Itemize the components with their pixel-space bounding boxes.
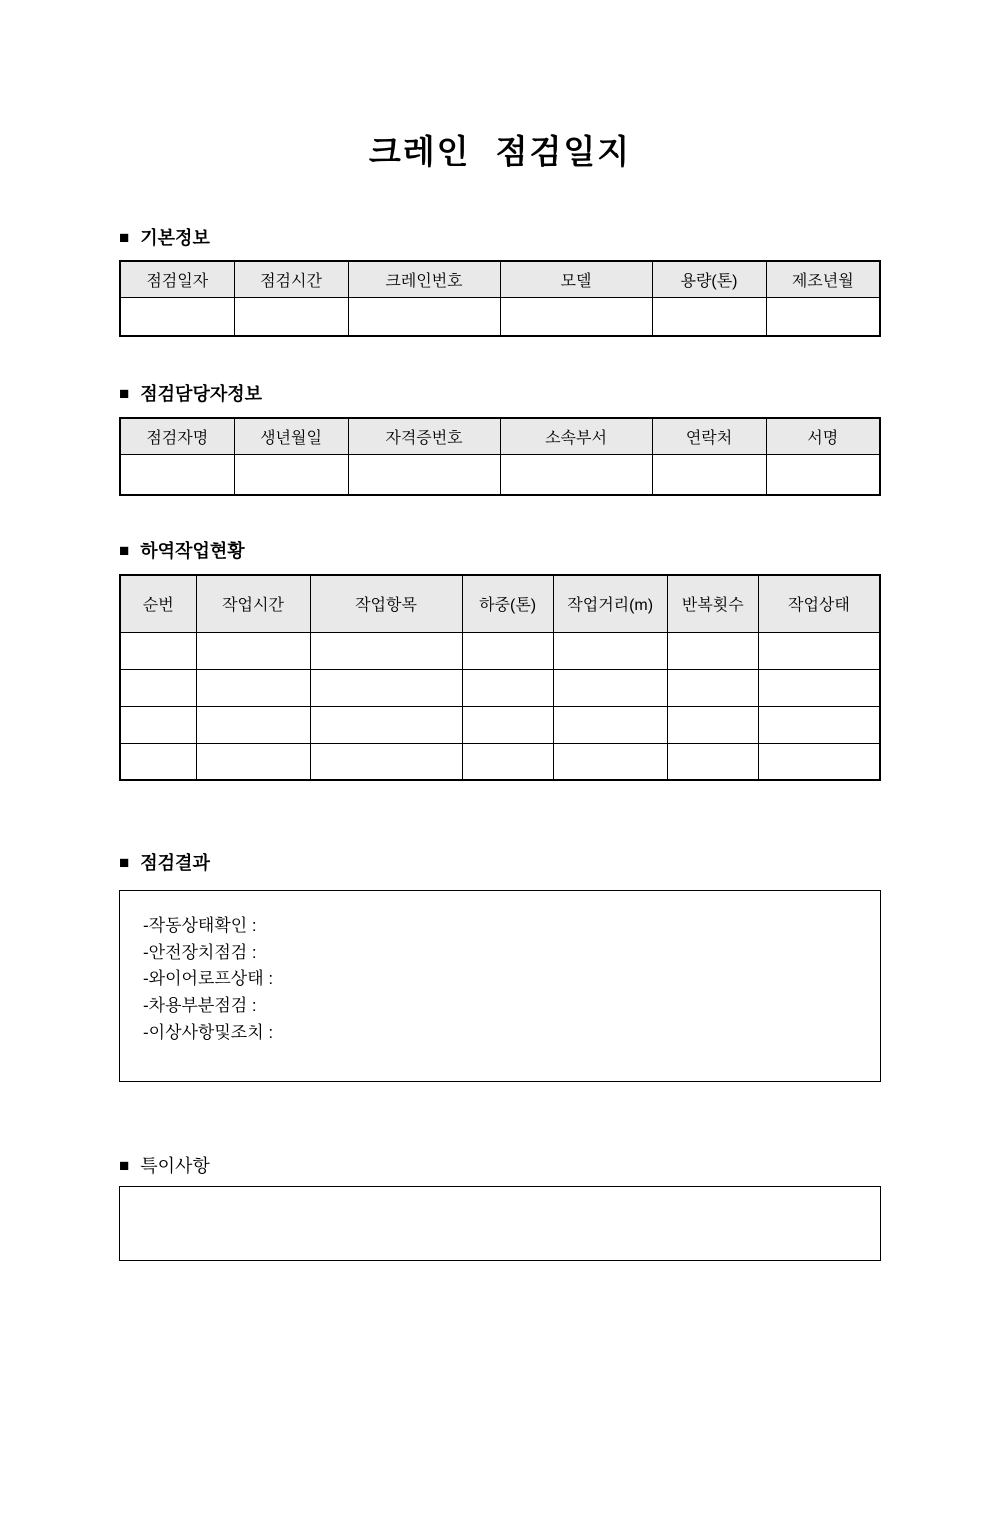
result-line-abnormality-action: -이상사항및조치 : <box>143 1022 274 1042</box>
result-line-safety-device-check: -안전장치점검 : <box>143 942 257 962</box>
table-row <box>120 743 880 780</box>
section-label-work-status: 하역작업현황 <box>140 541 245 561</box>
result-line-parts-check: -차용부분점검 : <box>143 996 257 1016</box>
empty-cell <box>553 743 667 780</box>
empty-cell <box>348 297 500 336</box>
section-header-inspection-result <box>119 853 881 873</box>
result-line-wire-rope-state: -와이어로프상태 : <box>143 969 274 989</box>
empty-cell <box>462 706 553 743</box>
empty-cell <box>120 632 196 669</box>
empty-cell <box>758 706 880 743</box>
empty-cell <box>196 632 310 669</box>
header-cell-inspector-name: 점검자명 <box>120 418 234 454</box>
empty-cell <box>310 632 462 669</box>
empty-cell <box>234 454 348 495</box>
inspection-result-box <box>119 890 881 1082</box>
special-notes-box <box>119 1186 881 1261</box>
header-cell-crane-number: 크레인번호 <box>348 261 500 297</box>
empty-cell <box>196 669 310 706</box>
empty-cell <box>120 454 234 495</box>
section-header-inspector-info <box>119 384 881 404</box>
header-cell-birth-date: 생년월일 <box>234 418 348 454</box>
header-cell-work-time: 작업시간 <box>196 575 310 632</box>
empty-cell <box>758 743 880 780</box>
table-header-row <box>120 418 880 454</box>
header-cell-signature: 서명 <box>766 418 880 454</box>
empty-cell <box>196 743 310 780</box>
header-cell-work-item: 작업항목 <box>310 575 462 632</box>
result-line-operation-check: -작동상태확인 : <box>143 916 257 935</box>
section-label-inspector-info: 점검담당자정보 <box>140 384 262 404</box>
empty-cell <box>120 706 196 743</box>
table-row <box>120 297 880 336</box>
header-cell-manufacture-date: 제조년월 <box>766 261 880 297</box>
empty-cell <box>667 632 758 669</box>
empty-cell <box>553 706 667 743</box>
header-cell-model: 모델 <box>500 261 652 297</box>
empty-cell <box>500 454 652 495</box>
table-row <box>120 454 880 495</box>
header-cell-load-tons: 하중(톤) <box>462 575 553 632</box>
empty-cell <box>553 669 667 706</box>
empty-cell <box>758 669 880 706</box>
empty-cell <box>348 454 500 495</box>
basic-info-table <box>119 260 881 337</box>
section-header-work-status <box>119 541 881 561</box>
empty-cell <box>652 297 766 336</box>
section-label-inspection-result: 점검결과 <box>140 853 210 873</box>
work-status-table <box>119 574 881 781</box>
inspector-info-table <box>119 417 881 496</box>
empty-cell <box>120 669 196 706</box>
empty-cell <box>667 743 758 780</box>
empty-cell <box>310 743 462 780</box>
empty-cell <box>652 454 766 495</box>
empty-cell <box>120 297 234 336</box>
empty-cell <box>500 297 652 336</box>
empty-cell <box>310 706 462 743</box>
empty-cell <box>462 743 553 780</box>
empty-cell <box>766 297 880 336</box>
table-header-row <box>120 575 880 632</box>
table-row <box>120 632 880 669</box>
section-label-special-notes: 특이사항 <box>140 1156 210 1176</box>
header-cell-license-number: 자격증번호 <box>348 418 500 454</box>
empty-cell <box>196 706 310 743</box>
page-title: 크레인 점검일지 <box>368 133 632 170</box>
square-bullet-icon: ■ <box>119 1156 130 1175</box>
square-bullet-icon: ■ <box>119 228 130 247</box>
header-cell-work-distance: 작업거리(m) <box>553 575 667 632</box>
document-content <box>119 132 881 1261</box>
table-row <box>120 706 880 743</box>
section-header-basic-info <box>119 228 881 248</box>
square-bullet-icon: ■ <box>119 384 130 403</box>
header-cell-contact: 연락처 <box>652 418 766 454</box>
table-row <box>120 669 880 706</box>
document-page <box>0 132 992 1535</box>
empty-cell <box>766 454 880 495</box>
empty-cell <box>667 669 758 706</box>
empty-cell <box>310 669 462 706</box>
empty-cell <box>758 632 880 669</box>
section-header-special-notes <box>119 1156 881 1176</box>
empty-cell <box>462 632 553 669</box>
empty-cell <box>553 632 667 669</box>
header-cell-inspection-time: 점검시간 <box>234 261 348 297</box>
header-cell-seq-no: 순번 <box>120 575 196 632</box>
header-cell-work-state: 작업상태 <box>758 575 880 632</box>
empty-cell <box>234 297 348 336</box>
empty-cell <box>462 669 553 706</box>
empty-cell <box>667 706 758 743</box>
header-cell-capacity-tons: 용량(톤) <box>652 261 766 297</box>
table-header-row <box>120 261 880 297</box>
square-bullet-icon: ■ <box>119 853 130 872</box>
header-cell-inspection-date: 점검일자 <box>120 261 234 297</box>
header-cell-repeat-count: 반복횟수 <box>667 575 758 632</box>
header-cell-department: 소속부서 <box>500 418 652 454</box>
square-bullet-icon: ■ <box>119 541 130 560</box>
empty-cell <box>120 743 196 780</box>
section-label-basic-info: 기본정보 <box>140 228 210 248</box>
